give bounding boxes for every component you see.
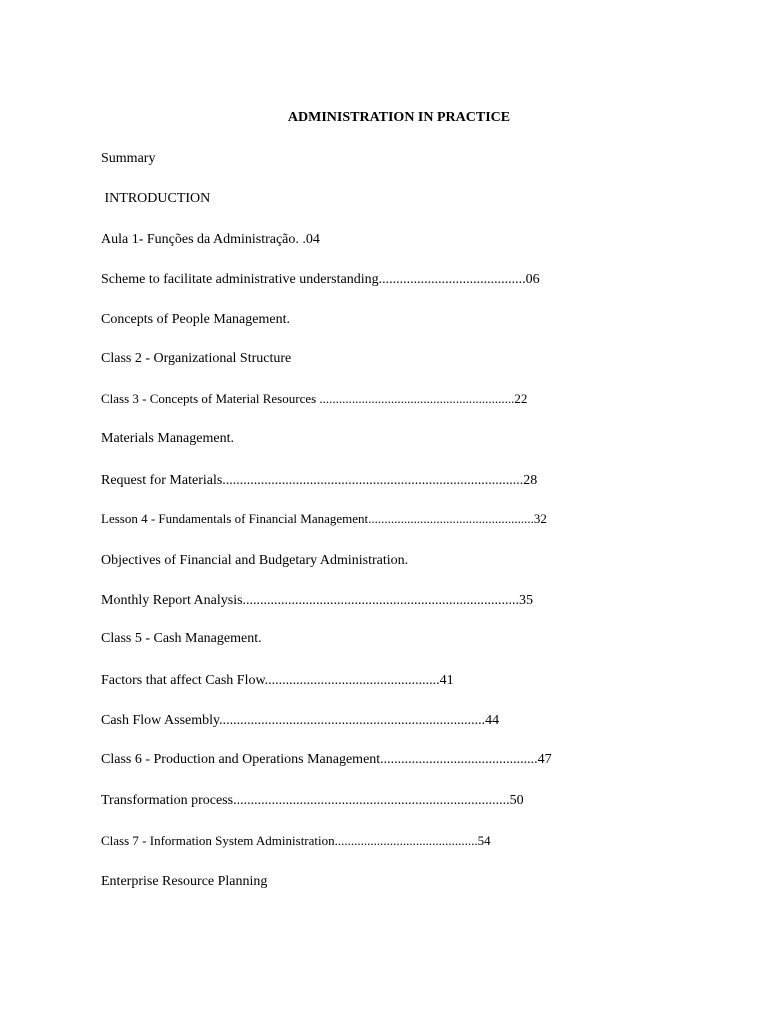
toc-entry: Class 5 - Cash Management. <box>101 631 262 646</box>
toc-entry: Class 7 - Information System Administration............................................54 <box>101 833 491 848</box>
toc-entry: Lesson 4 - Fundamentals of Financial Management...................................................32 <box>101 511 547 526</box>
toc-entry: Scheme to facilitate administrative understanding..........................................06 <box>101 272 540 287</box>
toc-entry: Transformation process...............................................................................50 <box>101 793 524 808</box>
toc-entry: Class 6 - Production and Operations Management.............................................47 <box>101 752 552 767</box>
summary-heading: Summary <box>101 151 156 166</box>
toc-entry: Monthly Report Analysis...............................................................................35 <box>101 593 534 608</box>
toc-entry: Objectives of Financial and Budgetary Administration. <box>101 553 409 568</box>
toc-entry: Materials Management. <box>101 431 234 446</box>
toc-entry: Aula 1- Funções da Administração. .04 <box>101 232 320 247</box>
toc-entry: Class 3 - Concepts of Material Resources ............................................................22 <box>101 391 528 406</box>
toc-entry: Enterprise Resource Planning <box>101 874 268 889</box>
toc-entry: Request for Materials......................................................................................28 <box>101 473 538 488</box>
document-title: ADMINISTRATION IN PRACTICE <box>287 110 511 125</box>
introduction-heading: INTRODUCTION <box>101 191 211 206</box>
toc-entry: Cash Flow Assembly............................................................................44 <box>101 713 500 728</box>
toc-entry: Concepts of People Management. <box>101 312 290 327</box>
toc-entry: Class 2 - Organizational Structure <box>101 351 292 366</box>
toc-entry: Factors that affect Cash Flow..................................................41 <box>101 673 454 688</box>
